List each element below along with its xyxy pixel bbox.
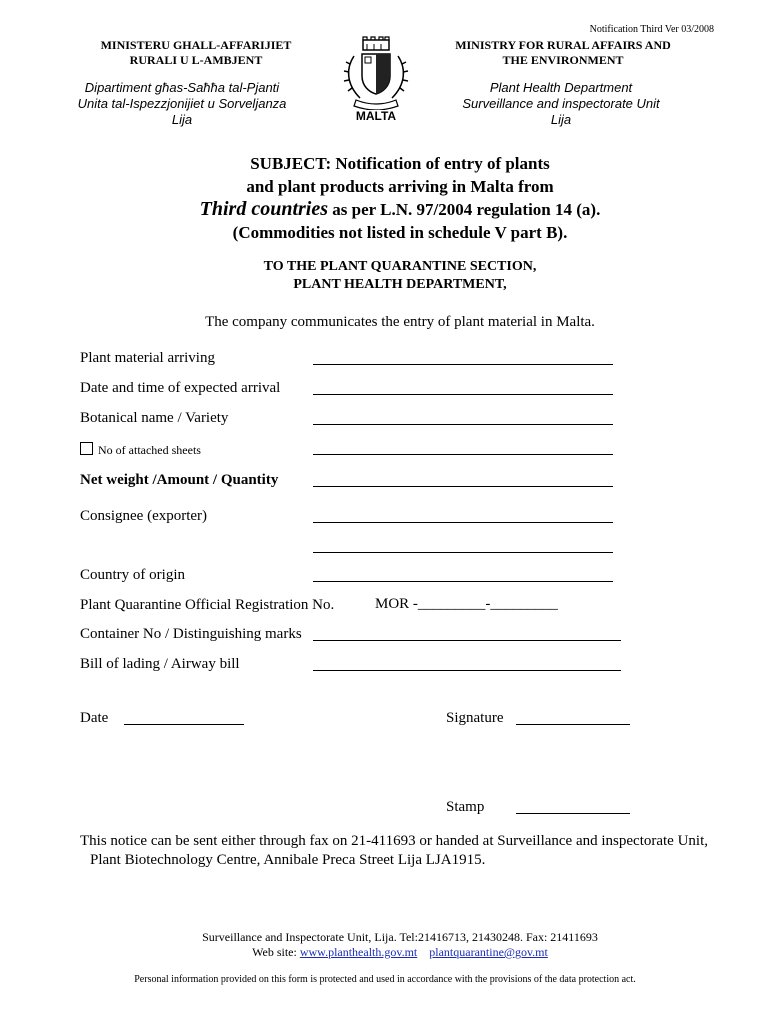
email-link[interactable]: plantquarantine@gov.mt: [429, 945, 548, 959]
submission-notice: [80, 832, 730, 870]
dept-line3: Lija: [171, 112, 193, 127]
dept-line1: Plant Health Department: [489, 80, 633, 95]
ministry-name-english: [432, 38, 694, 68]
weight-field[interactable]: [313, 486, 613, 487]
plant-material-label: Plant material arriving: [80, 350, 215, 366]
sheets-row: [80, 442, 201, 458]
sheets-field[interactable]: [313, 454, 613, 455]
addressee: [200, 258, 600, 294]
consignee-label: Consignee (exporter): [80, 508, 208, 524]
subject-heading: [150, 152, 650, 244]
footer-address: Surveillance and Inspectorate Unit, Lija. Tel:21416713, 21430248. Fax: 21411693: [202, 930, 598, 944]
plant-material-field[interactable]: [313, 364, 613, 365]
consignee-field-2[interactable]: [313, 552, 613, 553]
form-reference: Notification Third Ver 03/2008: [589, 24, 714, 35]
website-link[interactable]: www.planthealth.gov.mt: [299, 945, 418, 959]
ministry-line1: MINISTRY FOR RURAL AFFAIRS AND: [455, 38, 671, 52]
dept-line1: Dipartiment għas-Saħħa tal-Pjanti: [84, 80, 280, 95]
addressee-line2: PLANT HEALTH DEPARTMENT,: [293, 277, 507, 292]
botanical-field[interactable]: [313, 424, 613, 425]
third-countries-text: Third countries: [199, 198, 329, 220]
dept-line2: Surveillance and inspectorate Unit: [462, 96, 660, 111]
addressee-line1: TO THE PLANT QUARANTINE SECTION,: [263, 259, 537, 274]
notice-line2: Plant Biotechnology Centre, Annibale Preca Street Lija LJA1915.: [90, 852, 486, 868]
subject-line3: [150, 198, 650, 221]
origin-field[interactable]: [313, 581, 613, 582]
malta-coat-of-arms: [336, 36, 416, 110]
sheets-label: No of attached sheets: [98, 443, 201, 457]
weight-label: Net weight /Amount / Quantity: [80, 472, 279, 488]
subject-line1: SUBJECT: Notification of entry of plants: [250, 154, 550, 173]
dept-line3: Lija: [550, 112, 572, 127]
signature-field[interactable]: [516, 724, 630, 725]
date-label: Date: [80, 710, 109, 726]
registration-label: Plant Quarantine Official Registration No.: [80, 597, 335, 613]
subject-line2: and plant products arriving in Malta from: [246, 177, 554, 196]
bill-field[interactable]: [313, 670, 621, 671]
contact-footer: [100, 930, 700, 960]
footer-web: [100, 945, 700, 960]
ministry-line2: THE ENVIRONMENT: [502, 53, 624, 67]
sheets-checkbox[interactable]: [80, 442, 93, 455]
ministry-line1: MINISTERU GHALL-AFFARIJIET: [100, 38, 292, 52]
regulation-text: as per L.N. 97/2004 regulation 14 (a).: [328, 200, 601, 219]
web-label: Web site:: [252, 945, 300, 959]
arrival-field[interactable]: [313, 394, 613, 395]
ministry-line2: RURALI U L-AMBJENT: [129, 53, 263, 67]
date-field[interactable]: [124, 724, 244, 725]
bill-label: Bill of lading / Airway bill: [80, 656, 240, 672]
malta-label: MALTA: [355, 109, 397, 123]
origin-label: Country of origin: [80, 567, 185, 583]
container-label: Container No / Distinguishing marks: [80, 626, 302, 642]
stamp-label: Stamp: [446, 799, 485, 815]
container-field[interactable]: [313, 640, 621, 641]
notice-line1: This notice can be sent either through fax on 21-411693 or handed at Surveillance and inspectorate Unit,: [80, 833, 709, 849]
ministry-name-maltese: [80, 38, 312, 68]
arrival-label: Date and time of expected arrival: [80, 380, 281, 396]
dept-line2: Unita tal-Ispezzjonijiet u Sorveljanza: [77, 96, 287, 111]
consignee-field[interactable]: [313, 522, 613, 523]
signature-label: Signature: [446, 710, 504, 726]
registration-field[interactable]: MOR -_________-_________: [375, 596, 558, 612]
department-maltese: [68, 80, 296, 128]
department-english: [446, 80, 676, 128]
privacy-notice: Personal information provided on this form is protected and used in accordance with the provisions of the data protection act.: [134, 974, 636, 985]
botanical-label: Botanical name / Variety: [80, 410, 229, 426]
stamp-field[interactable]: [516, 813, 630, 814]
subject-line4: (Commodities not listed in schedule V part B).: [232, 223, 568, 242]
intro-text: The company communicates the entry of plant material in Malta.: [205, 314, 595, 330]
